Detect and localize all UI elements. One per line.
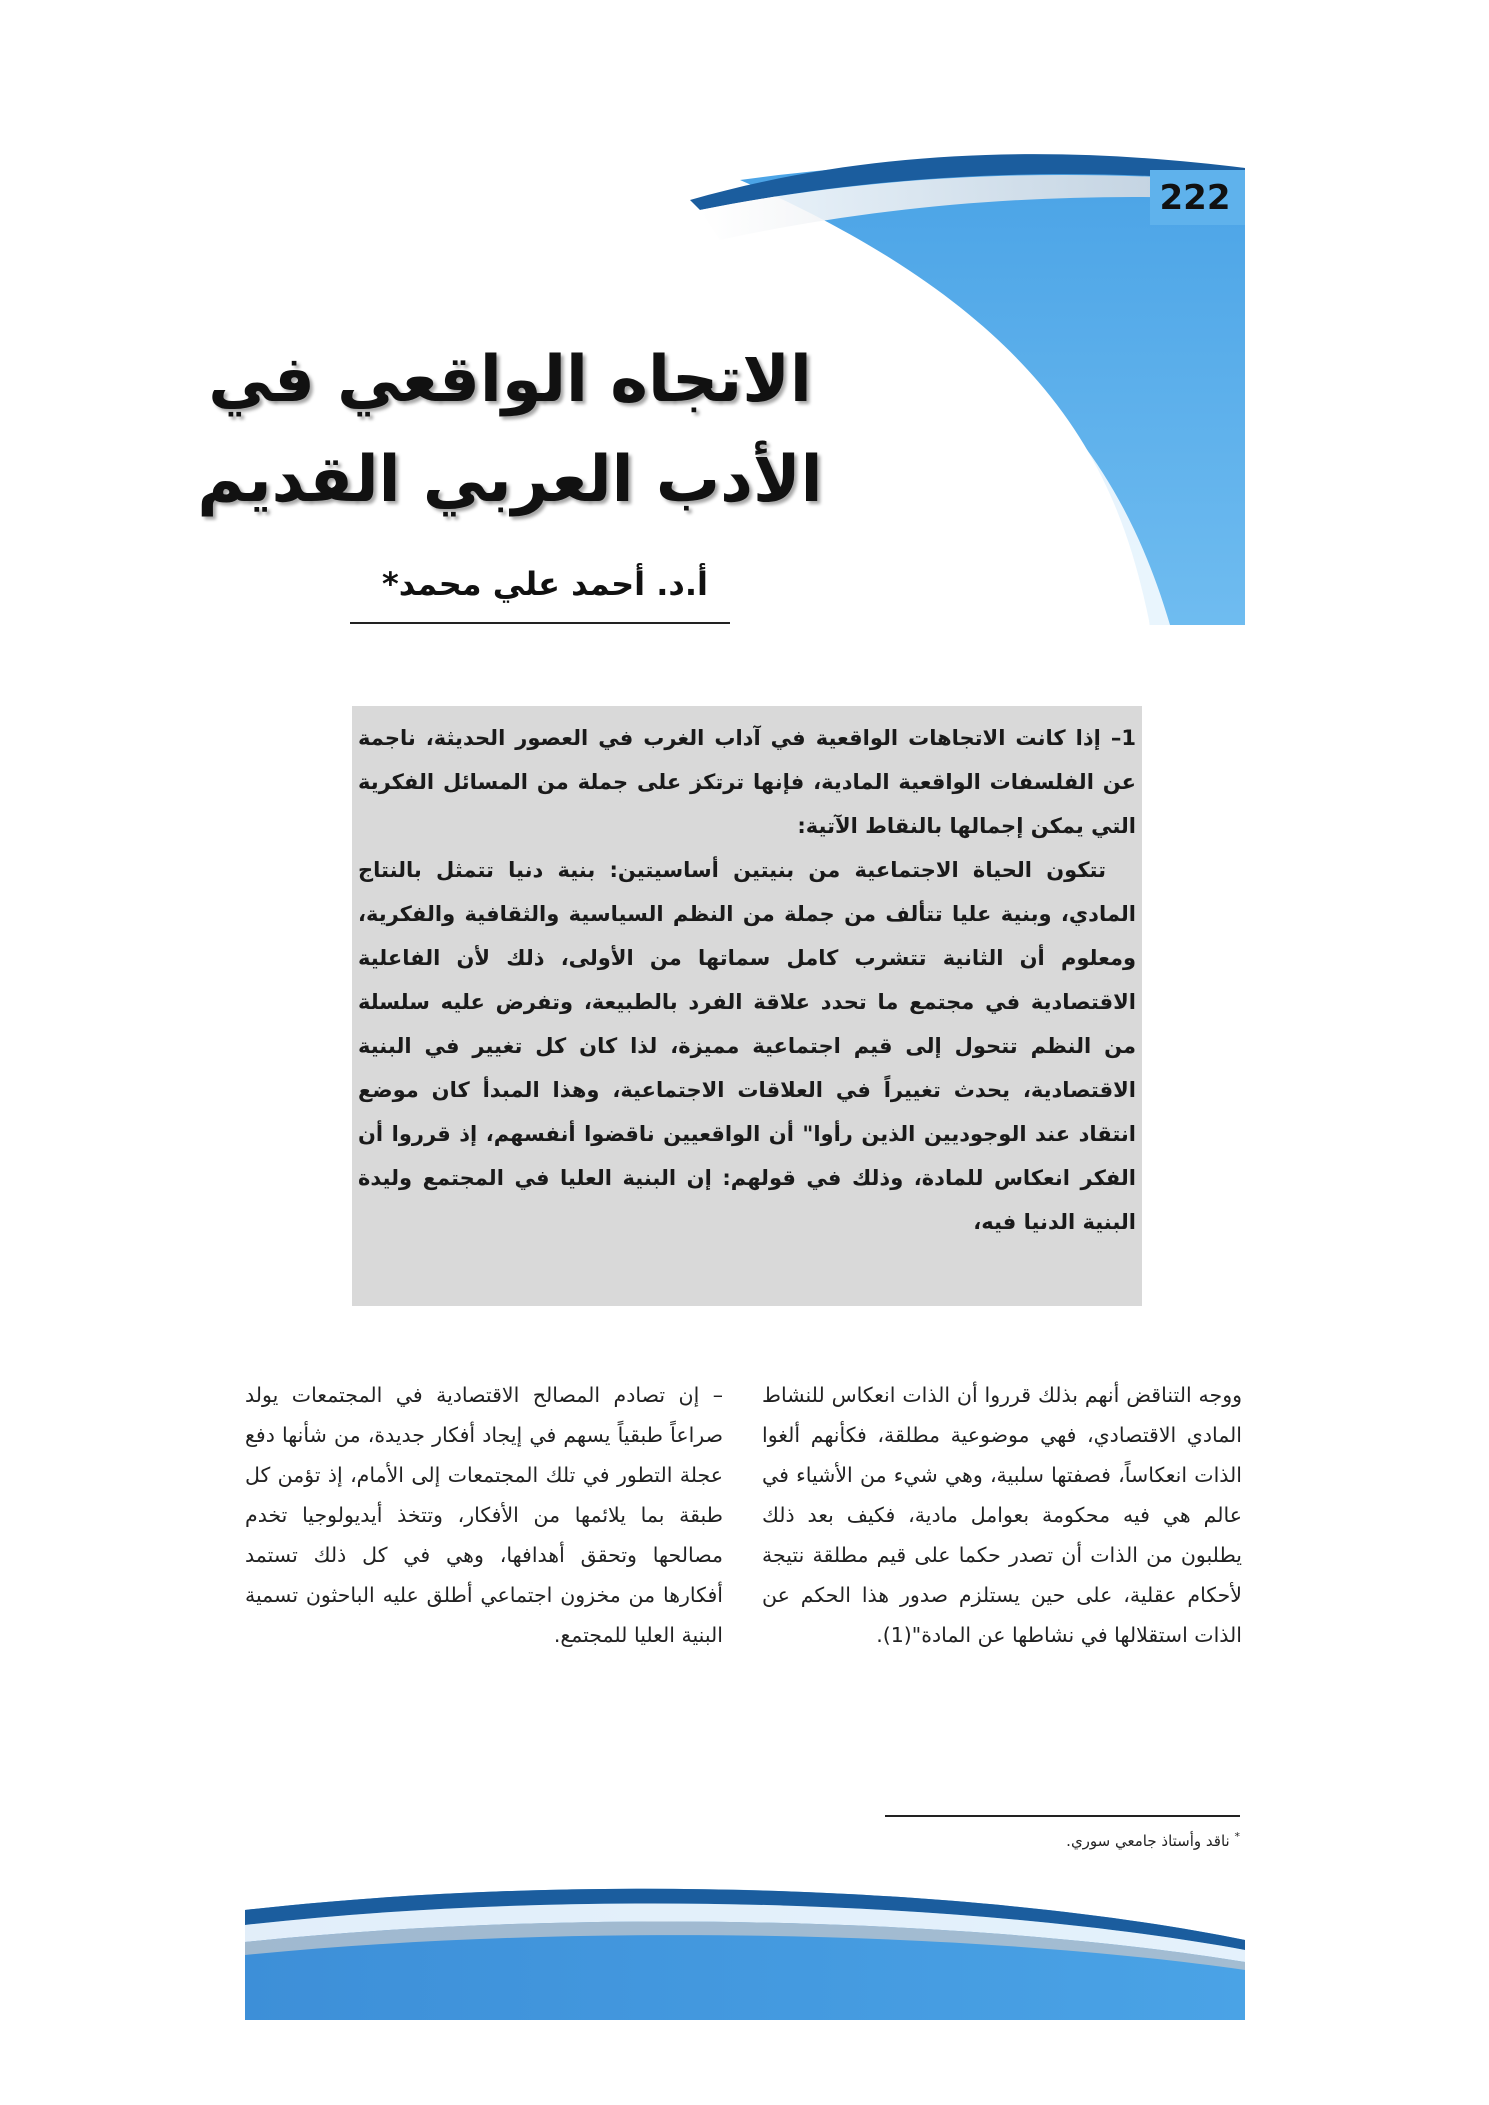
footnote-marker: * xyxy=(1234,1830,1240,1843)
title-line-2: الأدب العربي القديم xyxy=(197,443,823,517)
author-underline xyxy=(350,622,730,624)
header-decoration xyxy=(0,0,1489,640)
abstract-paragraph-2: تتكون الحياة الاجتماعية من بنيتين أساسيتين: بنية دنيا تتمثل بالنتاج المادي، وبنية عليا تتألف من جملة من النظم السياسية والثقافية والفكرية، ومعلوم أن الثانية تتشرب كامل سماتها من الأولى، ذلك لأن الفاعلية الاقتصادية في مجتمع ما تحدد علاقة الفرد بالطبيعة، وتفرض عليه سلسلة من النظم تتحول إلى قيم اجتماعية مميزة، لذا كان كل تغيير في البنية الاقتصادية، يحدث تغييراً في العلاقات الاجتماعية، وهذا المبدأ كان موضع انتقاد عند الوجوديين الذين رأوا" أن الواقعيين ناقضوا أنفسهم، إذ قرروا أن الفكر انعكاس للمادة، وذلك في قولهم: إن البنية العليا في المجتمع وليدة البنية الدنيا فيه، xyxy=(358,858,1136,1234)
title-line-1: الاتجاه الواقعي في xyxy=(208,343,812,417)
article-title xyxy=(180,330,840,530)
footnote-separator xyxy=(885,1815,1240,1817)
abstract-box xyxy=(352,706,1142,1306)
footer-decoration xyxy=(0,1870,1489,2020)
body-column-left: – إن تصادم المصالح الاقتصادية في المجتمعات يولد صراعاً طبقياً يسهم في إيجاد أفكار جديدة، من شأنها دفع عجلة التطور في تلك المجتمعات إلى الأمام، إذ تؤمن كل طبقة بما يلائمها من الأفكار، وتتخذ أيديولوجيا تخدم مصالحها وتحقق أهدافها، وهي في كل ذلك تستمد أفكارها من مخزون اجتماعي أطلق عليه الباحثون تسمية البنية العليا للمجتمع. xyxy=(245,1383,723,1647)
footnote xyxy=(885,1830,1240,1850)
page-number: 222 xyxy=(1159,178,1231,218)
abstract-paragraph-1: 1– إذا كانت الاتجاهات الواقعية في آداب الغرب في العصور الحديثة، ناجمة عن الفلسفات الواقعية المادية، فإنها ترتكز على جملة من المسائل الفكرية التي يمكن إجمالها بالنقاط الآتية: xyxy=(358,726,1136,838)
author-name: أ.د. أحمد علي محمد* xyxy=(382,565,708,603)
footnote-text: ناقد وأستاذ جامعي سوري. xyxy=(1066,1832,1230,1850)
body-column-right: ووجه التناقض أنهم بذلك قرروا أن الذات انعكاس للنشاط المادي الاقتصادي، فهي موضوعية مطلقة، فكأنهم ألغوا الذات انعكاساً، فصفتها سلبية، وهي شيء من الأشياء في عالم هي فيه محكومة بعوامل مادية، فكيف بعد ذلك يطلبون من الذات أن تصدر حكما على قيم مطلقة نتيجة لأحكام عقلية، على حين يستلزم صدور هذا الحكم عن الذات استقلالها في نشاطها عن المادة"(1). xyxy=(762,1383,1242,1647)
